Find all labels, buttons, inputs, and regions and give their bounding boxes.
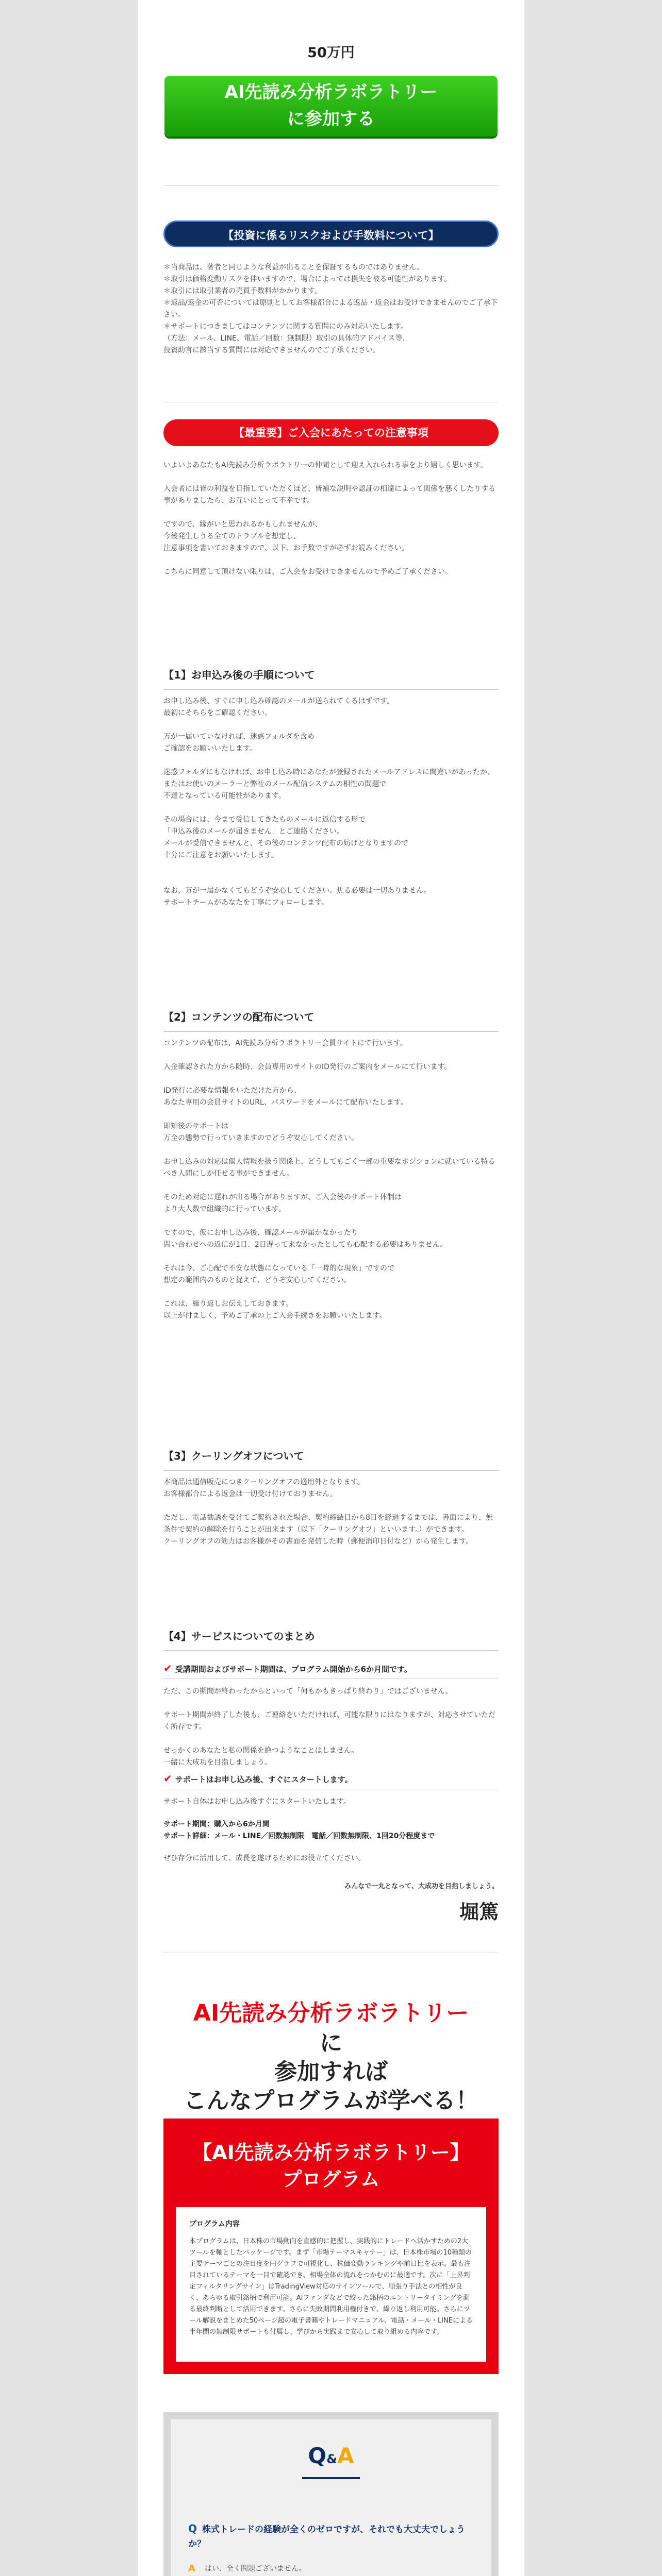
page-container xyxy=(138,0,524,2576)
risk-section-body: ＊当商品は、著者と同じような利益が出ることを保証するものではありません。 ＊取引は価格変動リスクを伴いますので、場合によっては損失を被る可能性があります。 ＊取引には取引業者の売買手数料がかかります。 ＊返品/返金の可否については原則としてお客様都合による返品・返金はお受けできませんのでご了承下さい。 ＊サポートにつきましてはコンテンツに関する質問にのみ対応いたします。 （方法：メール、LINE、電話／回数：無制限）取引の具体的アドバイス等、 投資助言に該当する質問には対応できませんのでご了承ください。 xyxy=(163,263,498,354)
check-icon: ✔ xyxy=(163,1662,172,1674)
section-heading-procedure: 【1】お申込み後の手順について xyxy=(163,667,499,690)
summary-body-closing: ぜひ存分に活用して、成長を遂げるためにお役立てください。 xyxy=(163,1854,366,1862)
faq-title xyxy=(171,2443,491,2468)
join-button[interactable] xyxy=(164,76,498,137)
signoff-note: みんなで一丸となって、大成功を目指しましょう。 xyxy=(344,1883,499,1890)
divider xyxy=(163,185,499,186)
faq-answer xyxy=(188,2563,474,2576)
section-heading-content-delivery: 【2】コンテンツの配布について xyxy=(163,1009,499,1032)
section-heading-service-summary: 【4】サービスについてのまとめ xyxy=(163,1628,499,1651)
program-box-title: 【AI先読み分析ラボラトリー】 プログラム xyxy=(192,2141,470,2191)
faq-title-amp: & xyxy=(326,2452,338,2466)
section-heading-cooling-off: 【3】クーリングオフについて xyxy=(163,1448,499,1471)
question-icon: Q xyxy=(188,2522,197,2535)
price-label: 50万円 xyxy=(307,45,355,61)
headline-program-name: AI先読み分析ラボラトリー xyxy=(193,2000,469,2026)
join-button-label: AI先読み分析ラボラトリー に参加する xyxy=(224,82,438,129)
check-icon: ✔ xyxy=(163,1772,172,1785)
section-body-content-delivery: コンテンツの配布は、AI先読み分析ラボラトリー会員サイトにて行います。 入金確認された方から随時、会員専用のサイトのID発行のご案内をメールにて行います。 ID発行に必要な情報をいただけた方から、 あなた専用の会員サイトのURL、パスワードをメールにて配布いたします。 即知後のサポートは 万全の態勢で行っていきますのでどうぞ安心してください。 お申し込みの対応は個人情報を扱う関係上、どうしてもごく一部の重要なポジションに就いている特るべき人間にしか任せる事ができません。 そのため対応に遅れが出る場合がありますが、ご入会後のサポート体制は より大人数で組織的に行っています。 ですので、仮にお申し込み後、確認メールが届かなかったり 問い合わせへの返信が1日、2日遅って来なかったとしても心配する必要はありません。 それは今、ご心配で不安な状態になっている「一時的な現象」ですので 想定の範囲内のものと捉えて、どうぞ安心してください。 これは、繰り返しお伝えしておきます。 以上が付ましく、予めご了承の上ご入会手続きをお願いいたします。 xyxy=(163,1039,495,1320)
answer-icon: A xyxy=(188,2563,195,2574)
program-box-body: 本プログラムは、日本株の市場動向を直感的に把握し、実践的にトレードへ活かすための2大ツールを軸としたパッケージです。まず「市場テーマスキャナー」は、日本株市場の10種類の主要テーマごとの注目度を円グラフで可視化し、株価変動ランキングや前日比を表示。最も注目されているテーマを一目で確認でき、相場全体の流れをつかむのに最適です。次に「上昇判定フィルタリングサイン」はTradingView対応のサインツールで、順張り手法との相性が良く、あらゆる取引銘柄で利用可能。AIファンダなどで絞った銘柄のエントリータイミングを測る最終判断として活用できます。さらに失敗期間利用権付きで、繰り返し利用可能。さらにツール解説をまとめた50ページ超の電子書籍やトレードマニュアル、電話・メール・LINEによる半年間の無制限サポートも付属し、学びから実践まで安心して取り組める内容です。 xyxy=(189,2238,473,2336)
summary-check-start-text: サポートはお申し込み後、すぐにスタートします。 xyxy=(175,1775,353,1784)
program-box xyxy=(163,2119,499,2374)
summary-body-start: サポート自体はお申し込み後すぐにスタートいたします。 xyxy=(163,1798,351,1806)
headline-tagline: に 参加すれば こんなプログラムが学べる！ xyxy=(184,2030,478,2114)
section-body-cooling-off: 本商品は通信販売につきクーリングオフの適用外となります。 お客様都合による返金は一切受け付けておりません。 ただし、電話勧誘を受けてご契約された場合、契約締結日から8日を経過するまでは、書面により、無条件で契約の解除を行うことが出来ます（以下「クーリングオフ」といいます。）ができます。 クーリングオフの効力はお客様がその書面を発信した時（郵便消印日付など）から発生します。 xyxy=(163,1478,493,1546)
faq-title-underline xyxy=(302,2477,360,2479)
summary-body-period: ただ、この期間が終わったからといって「何もかもきっぱり終わり」ではございません。 サポート期間が終了した後も、ご連絡をいただければ、可能な限りにはなりますが、対応させていただく所存です。 せっかくのあなたと私の関係を絶つようなことはしません。 一緒に大成功を目指しましょう。 xyxy=(163,1687,495,1767)
risk-section-title: 【投資に係るリスクおよび手数料について】 xyxy=(163,221,499,247)
section-body-procedure: お申し込み後、すぐに申し込み確認のメールが送られてくるはずです。 最初にそちらをご確認ください。 万が一届いていなければ、迷惑フォルダを含め ご確認をお願いいたします。 迷惑フォルダにもなければ、お申し込み時にあなたが登録されたメールアドレスに間違いがあったか、 またはお使いのメーラーと弊社のメール配信システムの相性の問題で 不達となっている可能性があります。 その場合には、今まで受信してきたものメールに返信する形で 「申込み後のメールが届きません」とご連絡ください。 メールが受信できませんと、その後のコンテンツ配布の妨げとなりますので 十分にご注意をお願いいたします。 なお、万が一届かなくてもどうぞ安心してください。焦る必要は一切ありません。 サポートチームがあなたを丁寧にフォローします。 xyxy=(163,697,494,907)
notice-section-title: 【最重要】ご入会にあたっての注意事項 xyxy=(163,419,499,446)
faq-section xyxy=(163,2412,499,2576)
summary-check-start xyxy=(163,1772,499,1789)
summary-check-period xyxy=(163,1662,499,1679)
faq-answer-text: はい、全く問題ございません。 xyxy=(205,2565,306,2573)
summary-check-period-text: 受講期間およびサポート期間は、プログラム開始から6か月間です。 xyxy=(175,1665,412,1674)
faq-title-a: A xyxy=(337,2443,354,2468)
summary-support-terms: サポート期間：購入から6か月間 サポート詳細：メール・LINE／回数無制限 電話／回数無制限、1回20分程度まで xyxy=(163,1820,435,1840)
faq-title-q: Q xyxy=(308,2443,327,2468)
program-box-content xyxy=(176,2207,486,2362)
faq-question-text: 株式トレードの経験が全くのゼロですが、それでも大丈夫でしょうか？ xyxy=(188,2524,466,2549)
signature: 堀篤 xyxy=(459,1900,499,1923)
program-box-label: プログラム内容 xyxy=(189,2220,240,2228)
notice-section-intro: いよいよあなたもAI先読み分析ラボラトリーの仲間として迎え入れられる事をより嬉しく思います。 入会者には皆の利益を目指していただくほど、皆補な説明や認証の相違によって関係を悪くしたりする事がありましたら、お互いにとって不幸です。 ですので、縁がいと思われるかもしれませんが、 今後発生しうる全てのトラブルを想定し、 注意事項を書いておきますので、以下、お手数ですが必ずお読みください。 こちらに同意して頂けない限りは、ご入会をお受けできませんので予めご了承ください。 xyxy=(163,461,495,576)
faq-question xyxy=(188,2521,474,2551)
